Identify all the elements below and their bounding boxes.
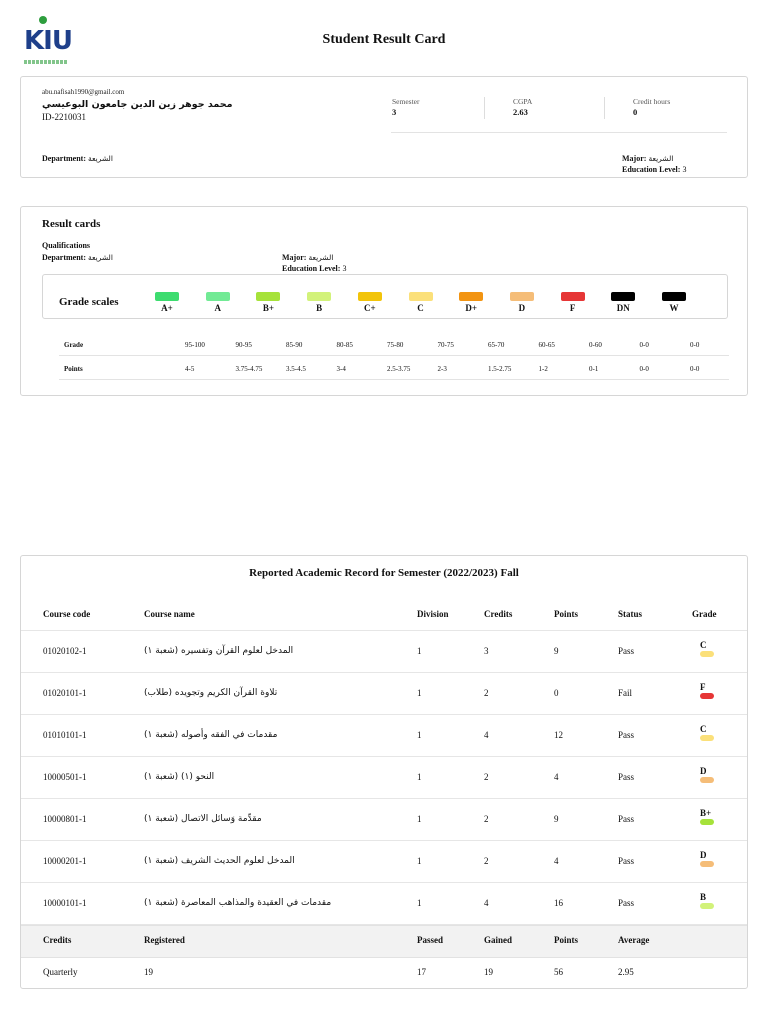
result-cards-card: [20, 206, 748, 396]
course-code: 01020101-1: [43, 688, 87, 698]
col-grade: Grade: [692, 609, 717, 619]
course-name: المدخل لعلوم القرآن وتفسيره (شعبة ١): [144, 646, 294, 656]
credit-hours-label: Credit hours: [633, 97, 671, 106]
points-range-row: [59, 357, 729, 380]
grade-range-cell: 80-85: [336, 341, 353, 349]
points-range-cell: 1.5-2.75: [488, 365, 512, 373]
course-status: Fail: [618, 688, 633, 698]
course-status: Pass: [618, 814, 635, 824]
grade-row-label: Grade: [64, 341, 84, 349]
col-points: Points: [554, 609, 579, 619]
course-status: Pass: [618, 898, 635, 908]
grade-scale-item: [155, 292, 179, 313]
course-row: [21, 715, 747, 757]
grade-range-cell: 0-0: [690, 341, 700, 349]
course-grade: C: [700, 640, 707, 650]
summary-average: 2.95: [618, 967, 634, 977]
grade-color-swatch: [358, 292, 382, 301]
course-status: Pass: [618, 730, 635, 740]
qualifications-label: Qualifications: [42, 241, 91, 250]
grade-scale-item: [510, 292, 534, 313]
grade-color-swatch: [206, 292, 230, 301]
rc-major-label: Major:: [282, 253, 307, 262]
grade-scale-label: C: [417, 303, 424, 313]
grade-scale-label: F: [569, 303, 576, 313]
logo-dot: [39, 16, 47, 24]
result-cards-title: Result cards: [42, 218, 101, 230]
grade-color-swatch: [459, 292, 483, 301]
grade-range-cell: 0-0: [639, 341, 649, 349]
rc-department-value: الشريعة: [87, 253, 113, 262]
course-grade-swatch: [700, 735, 714, 741]
points-range-cell: 2-3: [437, 365, 447, 373]
course-grade-badge: [700, 724, 718, 741]
major-value: الشريعة: [648, 154, 674, 163]
grade-scale-item: [561, 292, 585, 313]
rc-department-label: Department:: [42, 253, 86, 262]
col-course-code: Course code: [43, 609, 91, 619]
grade-range-cell: 75-80: [387, 341, 404, 349]
page-title: Student Result Card: [322, 32, 446, 47]
grade-color-swatch: [155, 292, 179, 301]
cgpa-stat: [484, 97, 532, 119]
col-credits: Credits: [484, 609, 513, 619]
grade-scale-item: [409, 292, 433, 313]
course-name: مقدمات في العقيدة والمذاهب المعاصرة (شعبة ١): [144, 898, 332, 908]
course-name: تلاوة القرآن الكريم وتجويده (طلاب): [144, 688, 278, 698]
grade-color-swatch: [409, 292, 433, 301]
grade-color-swatch: [611, 292, 635, 301]
rc-major-value: الشريعة: [308, 253, 334, 262]
course-grade-swatch: [700, 903, 714, 909]
education-level-value: 3: [682, 165, 687, 174]
sum-col-points: Points: [554, 935, 579, 945]
cgpa-label: CGPA: [513, 97, 533, 106]
course-credits: 2: [484, 814, 489, 824]
course-code: 10000801-1: [43, 814, 87, 824]
course-credits: 2: [484, 688, 489, 698]
col-division: Division: [417, 609, 449, 619]
student-profile-card: [20, 76, 748, 178]
points-row-label: Points: [64, 365, 83, 373]
col-status: Status: [618, 609, 643, 619]
credit-hours-value: 0: [633, 107, 638, 117]
points-range-cell: 0-1: [589, 365, 599, 373]
course-credits: 2: [484, 856, 489, 866]
course-code: 01020102-1: [43, 646, 87, 656]
grade-color-swatch: [256, 292, 280, 301]
sum-col-registered: Registered: [144, 935, 185, 945]
course-status: Pass: [618, 856, 635, 866]
course-points: 4: [554, 856, 559, 866]
course-status: Pass: [618, 772, 635, 782]
semester-label: Semester: [392, 97, 420, 106]
points-range-cell: 0-0: [690, 365, 700, 373]
points-range-cell: 3.5-4.5: [286, 365, 306, 373]
course-code: 10000201-1: [43, 856, 87, 866]
semester-record-card: [20, 555, 748, 989]
grade-range-cell: 70-75: [437, 341, 454, 349]
summary-label: Quarterly: [43, 967, 78, 977]
grade-scale-item: [459, 292, 483, 313]
education-level-info: [622, 165, 686, 174]
course-division: 1: [417, 772, 422, 782]
course-credits: 2: [484, 772, 489, 782]
course-division: 1: [417, 856, 422, 866]
student-email: abu.nafisah1990@gmail.com: [42, 88, 125, 96]
course-name: مقدِّمة وَسائل الاتصال (شعبة ١): [144, 814, 262, 824]
course-points: 16: [554, 898, 563, 908]
course-table-header: [21, 609, 747, 631]
grade-range-cell: 85-90: [286, 341, 303, 349]
course-grade: B: [700, 892, 707, 902]
points-range-cell: 0-0: [639, 365, 649, 373]
course-grade-swatch: [700, 693, 714, 699]
course-name: المدخل لعلوم الحديث الشريف (شعبة ١): [144, 856, 295, 866]
sum-col-passed: Passed: [417, 935, 444, 945]
course-grade-badge: [700, 766, 718, 783]
department-info: [42, 154, 113, 163]
logo-text: KIU: [24, 26, 72, 56]
grade-scale-item: [206, 292, 230, 313]
course-grade-swatch: [700, 651, 714, 657]
grade-scales-title: Grade scales: [59, 296, 119, 308]
points-range-cell: 4-5: [185, 365, 195, 373]
rc-education-level-label: Education Level:: [282, 264, 341, 273]
sum-col-gained: Gained: [484, 935, 513, 945]
grade-scales-panel: [42, 274, 728, 319]
major-info: [622, 154, 673, 163]
sum-col-average: Average: [618, 935, 650, 945]
grade-range-cell: 65-70: [488, 341, 505, 349]
grade-range-cell: 0-60: [589, 341, 602, 349]
course-grade: B+: [700, 808, 712, 818]
cgpa-value: 2.63: [513, 107, 528, 117]
grade-scale-label: W: [669, 303, 679, 313]
course-points: 9: [554, 646, 559, 656]
course-division: 1: [417, 646, 422, 656]
grade-scale-label: B+: [262, 303, 274, 313]
course-code: 10000101-1: [43, 898, 87, 908]
student-name: محمد جوهر زين الدين جامعون البوعيسي: [42, 99, 233, 110]
course-credits: 3: [484, 646, 489, 656]
department-label: Department:: [42, 154, 86, 163]
summary-header: [21, 925, 747, 958]
grade-color-swatch: [561, 292, 585, 301]
course-row: [21, 673, 747, 715]
rc-education-level-value: 3: [342, 264, 347, 273]
major-label: Major:: [622, 154, 647, 163]
student-id: ID-2210031: [42, 112, 86, 122]
credit-hours-stat: [604, 97, 670, 119]
points-range-cell: 3-4: [336, 365, 346, 373]
semester-record-title: Reported Academic Record for Semester (2022/2023) Fall: [249, 567, 519, 579]
course-grade: D: [700, 850, 707, 860]
course-status: Pass: [618, 646, 635, 656]
grade-scale-item: [611, 292, 635, 313]
course-grade-badge: [700, 808, 718, 825]
course-points: 12: [554, 730, 563, 740]
grade-color-swatch: [662, 292, 686, 301]
course-code: 10000501-1: [43, 772, 87, 782]
course-grade-swatch: [700, 861, 714, 867]
course-grade-badge: [700, 682, 718, 699]
grade-scale-label: D: [518, 303, 526, 313]
grade-scale-item: [256, 292, 280, 313]
grade-scale-item: [662, 292, 686, 313]
summary-points: 56: [554, 967, 563, 977]
grade-scale-label: A: [214, 303, 221, 313]
rc-education-level-info: [282, 264, 346, 273]
divider: [391, 132, 727, 133]
grade-range-cell: 60-65: [538, 341, 555, 349]
course-row: [21, 757, 747, 799]
grade-scale-label: C+: [363, 303, 376, 313]
grade-scale-item: [307, 292, 331, 313]
course-points: 0: [554, 688, 559, 698]
semester-value: 3: [392, 107, 397, 117]
points-range-cell: 3.75-4.75: [235, 365, 263, 373]
course-row: [21, 631, 747, 673]
course-code: 01010101-1: [43, 730, 87, 740]
course-grade-swatch: [700, 819, 714, 825]
grade-color-swatch: [307, 292, 331, 301]
grade-scale-label: B: [316, 303, 323, 313]
grade-range-row: [59, 333, 729, 356]
course-grade-badge: [700, 640, 718, 657]
course-row: [21, 841, 747, 883]
rc-department-info: [42, 253, 113, 262]
summary-gained: 19: [484, 967, 493, 977]
course-division: 1: [417, 730, 422, 740]
course-grade: F: [700, 682, 706, 692]
course-grade: C: [700, 724, 707, 734]
course-grade-badge: [700, 892, 718, 909]
grade-scale-item: [358, 292, 382, 313]
logo-subtitle: [24, 60, 68, 64]
course-name: مقدمات في الفقه وأصوله (شعبة ١): [144, 730, 278, 740]
course-division: 1: [417, 688, 422, 698]
grade-scale-label: D+: [465, 303, 477, 313]
sum-col-credits: Credits: [43, 935, 72, 945]
summary-passed: 17: [417, 967, 426, 977]
rc-major-info: [282, 253, 333, 262]
grade-scale-label: DN: [616, 303, 630, 313]
grade-scale-label: A+: [161, 303, 173, 313]
course-points: 9: [554, 814, 559, 824]
course-grade-swatch: [700, 777, 714, 783]
semester-stat: [392, 97, 420, 119]
course-grade-badge: [700, 850, 718, 867]
course-credits: 4: [484, 730, 489, 740]
summary-registered: 19: [144, 967, 153, 977]
grade-color-swatch: [510, 292, 534, 301]
course-division: 1: [417, 898, 422, 908]
course-points: 4: [554, 772, 559, 782]
course-row: [21, 799, 747, 841]
points-range-cell: 1-2: [538, 365, 548, 373]
grade-range-cell: 95-100: [185, 341, 205, 349]
course-credits: 4: [484, 898, 489, 908]
course-grade: D: [700, 766, 707, 776]
course-row: [21, 883, 747, 925]
points-range-cell: 2.5-3.75: [387, 365, 411, 373]
education-level-label: Education Level:: [622, 165, 681, 174]
department-value: الشريعة: [87, 154, 113, 163]
course-name: النحو (١) (شعبة ١): [144, 772, 215, 782]
grade-range-cell: 90-95: [235, 341, 252, 349]
course-division: 1: [417, 814, 422, 824]
col-course-name: Course name: [144, 609, 195, 619]
